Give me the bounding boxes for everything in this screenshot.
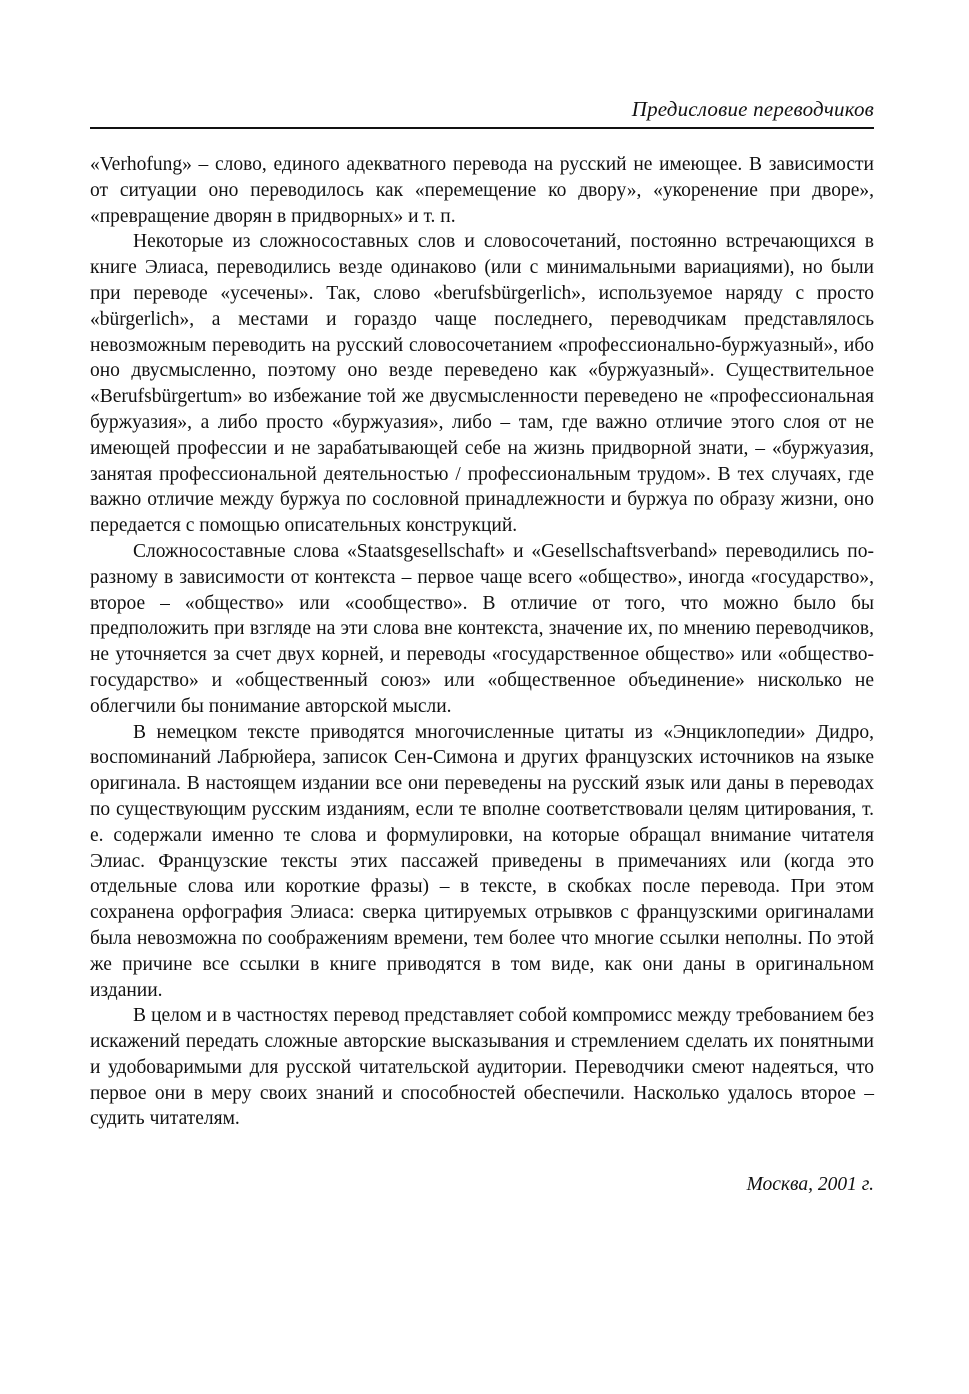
header-rule	[90, 127, 874, 129]
signature-place-date: Москва, 2001 г.	[746, 1174, 874, 1195]
paragraph-french-quotes: В немецком тексте приводятся многочисленные цитаты из «Энциклопедии» Дидро, воспоминаний Лабрюйера, записок Сен-Симона и других французских источников на языке оригинала. В настоящем издании все они переведены на русский язык или даны в переводах по существующим русским изданиям, если те вполне соответствовали целям цитирования, т. е. содержали именно те слова и формулировки, на которые обращал внимание читателя Элиас. Французские тексты этих пассажей приведены в примечаниях или (когда это отдельные слова или короткие фразы) – в тексте, в скобках после перевода. При этом сохранена орфография Элиаса: сверка цитируемых отрывков с французскими оригиналами была невозможна по соображениям времени, тем более что многие ссылки неполны. По этой же причине все ссылки в книге приводятся в том виде, как они даны в оригинальном издании.	[90, 721, 874, 1001]
paragraph-compromise: В целом и в частностях перевод представляет собой компромисс между требованием без искажений передать сложные авторские высказывания и стремлением сделать их понятными и удобоваримыми для русской читательской аудитории. Переводчики смеют надеяться, что первое они в меру своих знаний и способностей обеспечили. Насколько удалось второе – судить читателям.	[90, 1005, 874, 1130]
running-head-title: Предисловие переводчиков	[631, 97, 874, 121]
paragraph-verhofung: «Verhofung» – слово, единого адекватного перевода на русский не имеющее. В зависимости от ситуации оно переводилось как «перемещение ко двору», «укоренение при дворе», «превращение дворян в придворных» и т. п.	[90, 154, 874, 227]
paragraph-staatsgesellschaft: Сложносоставные слова «Staatsgesellschaft» и «Gesellschaftsverband» переводились по-разному в зависимости от контекста – первое чаще всего «общество», иногда «государство», второе – «общество» или «сообщество». В отличие от того, что можно было бы предположить при взгляде на эти слова вне контекста, значение их, по мнению переводчиков, не уточняется за счет двух корней, и переводы «государственное общество» или «общество-государство» и «общественный союз» или «общественное объединение» нисколько не облегчили бы понимание авторской мысли.	[90, 540, 874, 717]
paragraph-compound-words: Некоторые из сложносоставных слов и словосочетаний, постоянно встречающихся в книге Элиаса, переводились везде одинаково (или с минимальными вариациями), но были при переводе «усечены». Так, слово «berufsbürgerlich», используемое наряду с просто «bürgerlich», а местами и гораздо чаще последнего, переводчикам представлялось невозможным переводить на русский словосочетанием «профессионально-буржуазный», ибо оно двусмысленно, поэтому оно везде переведено как «буржуазный». Существительное «Berufsbürgertum» во избежание той же двусмысленности переведено не «профессиональная буржуазия», а либо просто «буржуазия», либо – там, где важно отличие этого слоя от не имеющей профессии и не зарабатывающей себе на жизнь придворной знати, – «буржуазия, занятая профессиональной деятельностью / профессиональным трудом». В тех случаях, где важно отличие между буржуа по сословной принадлежности и буржуа по образу жизни, оно передается с помощью описательных конструкций.	[90, 231, 874, 537]
body-text	[90, 152, 874, 1132]
